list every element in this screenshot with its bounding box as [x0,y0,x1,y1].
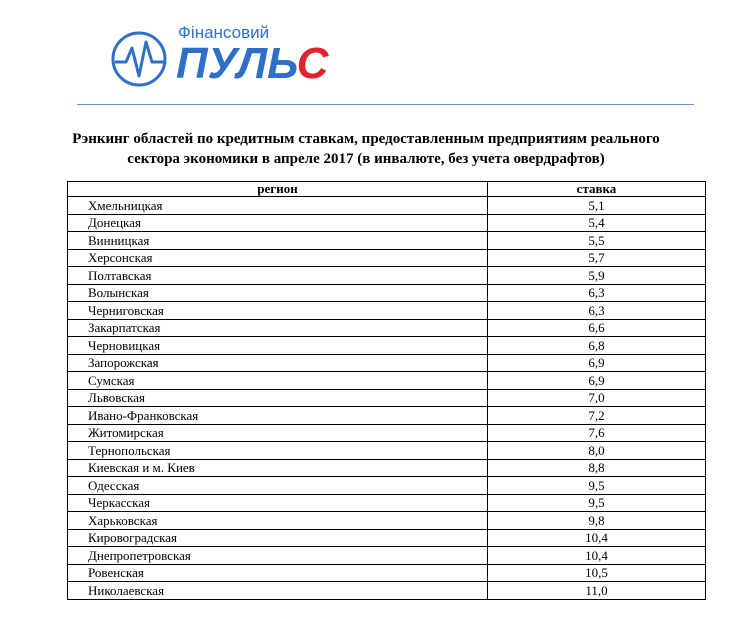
rate-cell: 9,8 [488,512,706,530]
region-cell: Полтавская [68,267,488,285]
region-cell: Ивано-Франковская [68,407,488,425]
table-row [68,442,706,460]
rate-cell: 9,5 [488,477,706,495]
rate-cell: 5,1 [488,197,706,215]
table-row [68,512,706,530]
region-cell: Закарпатская [68,319,488,337]
table-row [68,372,706,390]
rate-cell: 6,8 [488,337,706,355]
rate-cell: 5,7 [488,249,706,267]
table-row [68,494,706,512]
rate-cell: 6,3 [488,302,706,320]
region-cell: Кировоградская [68,529,488,547]
table-row [68,389,706,407]
table-row [68,214,706,232]
finansovyi-puls-logo [106,22,346,92]
header-divider [77,104,694,105]
region-cell: Запорожская [68,354,488,372]
region-cell: Черниговская [68,302,488,320]
rate-cell: 9,5 [488,494,706,512]
rate-cell: 5,5 [488,232,706,250]
rate-cell: 10,4 [488,529,706,547]
rate-cell: 7,6 [488,424,706,442]
ranking-table [67,181,706,600]
table-row [68,477,706,495]
pulse-wave-icon [115,42,166,76]
header-rate: ставка [488,182,706,197]
table-row [68,337,706,355]
title-line-1: Рэнкинг областей по кредитным ставкам, предоставленным предприятиям реального [72,131,660,147]
region-cell: Винницкая [68,232,488,250]
rate-cell: 7,2 [488,407,706,425]
region-cell: Волынская [68,284,488,302]
table-row [68,459,706,477]
rate-cell: 6,6 [488,319,706,337]
region-cell: Львовская [68,389,488,407]
table-row [68,197,706,215]
region-cell: Ровенская [68,564,488,582]
region-cell: Херсонская [68,249,488,267]
region-cell: Сумская [68,372,488,390]
region-cell: Одесская [68,477,488,495]
rate-cell: 5,9 [488,267,706,285]
rate-cell: 8,0 [488,442,706,460]
table-row [68,529,706,547]
logo-big-text: ПУЛЬС [176,39,329,88]
table-row [68,319,706,337]
rate-cell: 8,8 [488,459,706,477]
rate-cell: 6,3 [488,284,706,302]
document-title [40,129,692,169]
rate-cell: 10,4 [488,547,706,565]
region-cell: Черновицкая [68,337,488,355]
header-region: регион [68,182,488,197]
region-cell: Днепропетровская [68,547,488,565]
rate-cell: 11,0 [488,582,706,600]
rate-cell: 6,9 [488,372,706,390]
region-cell: Харьковская [68,512,488,530]
rate-cell: 6,9 [488,354,706,372]
table-row [68,407,706,425]
logo-graphic [106,22,346,92]
region-cell: Черкасская [68,494,488,512]
table-row [68,267,706,285]
table-row [68,582,706,600]
table-row [68,564,706,582]
table-row [68,249,706,267]
table-row [68,547,706,565]
region-cell: Николаевская [68,582,488,600]
logo-small-text: Фінансовий [178,23,270,42]
region-cell: Житомирская [68,424,488,442]
rate-cell: 5,4 [488,214,706,232]
title-line-2: сектора экономики в апреле 2017 (в инвалюте, без учета овердрафтов) [127,151,605,167]
table-row [68,302,706,320]
table-row [68,284,706,302]
table-row [68,232,706,250]
rate-cell: 10,5 [488,564,706,582]
region-cell: Хмельницкая [68,197,488,215]
region-cell: Донецкая [68,214,488,232]
table-header-row [68,182,706,197]
region-cell: Киевская и м. Киев [68,459,488,477]
table-row [68,354,706,372]
rate-cell: 7,0 [488,389,706,407]
region-cell: Тернопольская [68,442,488,460]
table-row [68,424,706,442]
table-body [68,197,706,600]
